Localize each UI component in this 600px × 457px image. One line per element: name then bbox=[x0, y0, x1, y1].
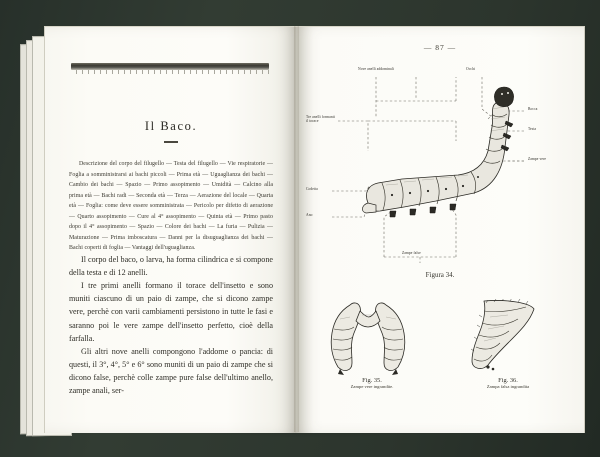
figure34-label-codetta: Codetta bbox=[306, 187, 318, 191]
open-book bbox=[44, 26, 584, 432]
figure36-caption: Fig. 36. bbox=[498, 377, 518, 384]
figure34-label-bocca: Bocca bbox=[528, 107, 538, 111]
chapter-summary: Descrizione del corpo del filugello — Testa del filugello — Vie respiratorie — Foglia a somministrarsi ai bachi piccoli — Prima età — Uguaglianza dei bachi — Cambio dei bachi — Spazio — Primo assopimento — Umidità — Calcino alla prima età — Bachi radi — Seconda età — Terza — Aerazione del locale — Quarta età — Foglia: come deve essere somministrata — Pericolo per difetto di aerazione — Quarto assopimento — Cure al 4° assopimento — Quinta età — Primo pasto dopo il 4° assopimento — Spazio — Colore dei bachi — La furia — Pulizia — Maturazione — Prima imboscatura — Danni per la disuguaglianza dei bachi — Bachi coperti di foglia — Vantaggi dell'uguaglianza. bbox=[69, 161, 273, 251]
figure34-label-ano: Ano bbox=[306, 213, 313, 217]
figure-pair bbox=[306, 299, 574, 419]
figure-35 bbox=[310, 299, 434, 389]
paragraph: Gli altri nove anelli compongono l'addome o pancia: di questi, il 3°, 4°, 5° e 6° sono muniti di un paio di zampe che si dicono false, perchè colle zampe pure false dell'ultimo anello, zampe anali, ser- bbox=[69, 346, 273, 396]
figure34-label-nove-anelli: Nove anelli addominali bbox=[358, 67, 394, 71]
ornamental-rule bbox=[71, 63, 269, 70]
title-divider bbox=[164, 141, 178, 143]
false-leg-illustration bbox=[446, 299, 570, 377]
true-legs-illustration bbox=[310, 299, 434, 377]
caterpillar-illustration bbox=[306, 65, 574, 265]
figure34-label-testa: Testa bbox=[528, 127, 537, 131]
left-page bbox=[44, 26, 297, 433]
book-gutter bbox=[294, 26, 299, 432]
figure36-subcaption: Zampa falsa ingrandita bbox=[486, 384, 530, 389]
figure34-label-occhi: Occhi bbox=[466, 67, 476, 71]
figure34-caption: Figura 34. bbox=[425, 271, 455, 279]
paragraph: I tre primi anelli formano il torace dell'insetto e sono muniti ciascuno di un paio di zampe, che si dicono zampe vere, perchè con varii cambiamenti persistono in tutte le fasi e saranno poi le vere zampe dell'insetto perfetto, cioè della farfalla. bbox=[69, 281, 273, 343]
body-text bbox=[69, 253, 273, 397]
page-number: — 87 — bbox=[423, 43, 457, 52]
figure34-label-zampe-false: Zampe false bbox=[402, 251, 421, 255]
figure34-label-zampe-vere: Zampe vere bbox=[528, 157, 547, 161]
paragraph: Il corpo del baco, o larva, ha forma cilindrica e si compone della testa e di 12 anelli. bbox=[69, 255, 273, 278]
page-title: Il Baco. bbox=[144, 119, 198, 133]
figure-34 bbox=[306, 65, 574, 295]
figure35-caption: Fig. 35. bbox=[362, 377, 382, 384]
figure-36 bbox=[446, 299, 570, 389]
figure35-subcaption: Zampe vere ingrandite. bbox=[350, 384, 394, 389]
figure34-label-torace: Tre anelli formanti il torace bbox=[306, 115, 335, 124]
right-page bbox=[296, 26, 585, 433]
